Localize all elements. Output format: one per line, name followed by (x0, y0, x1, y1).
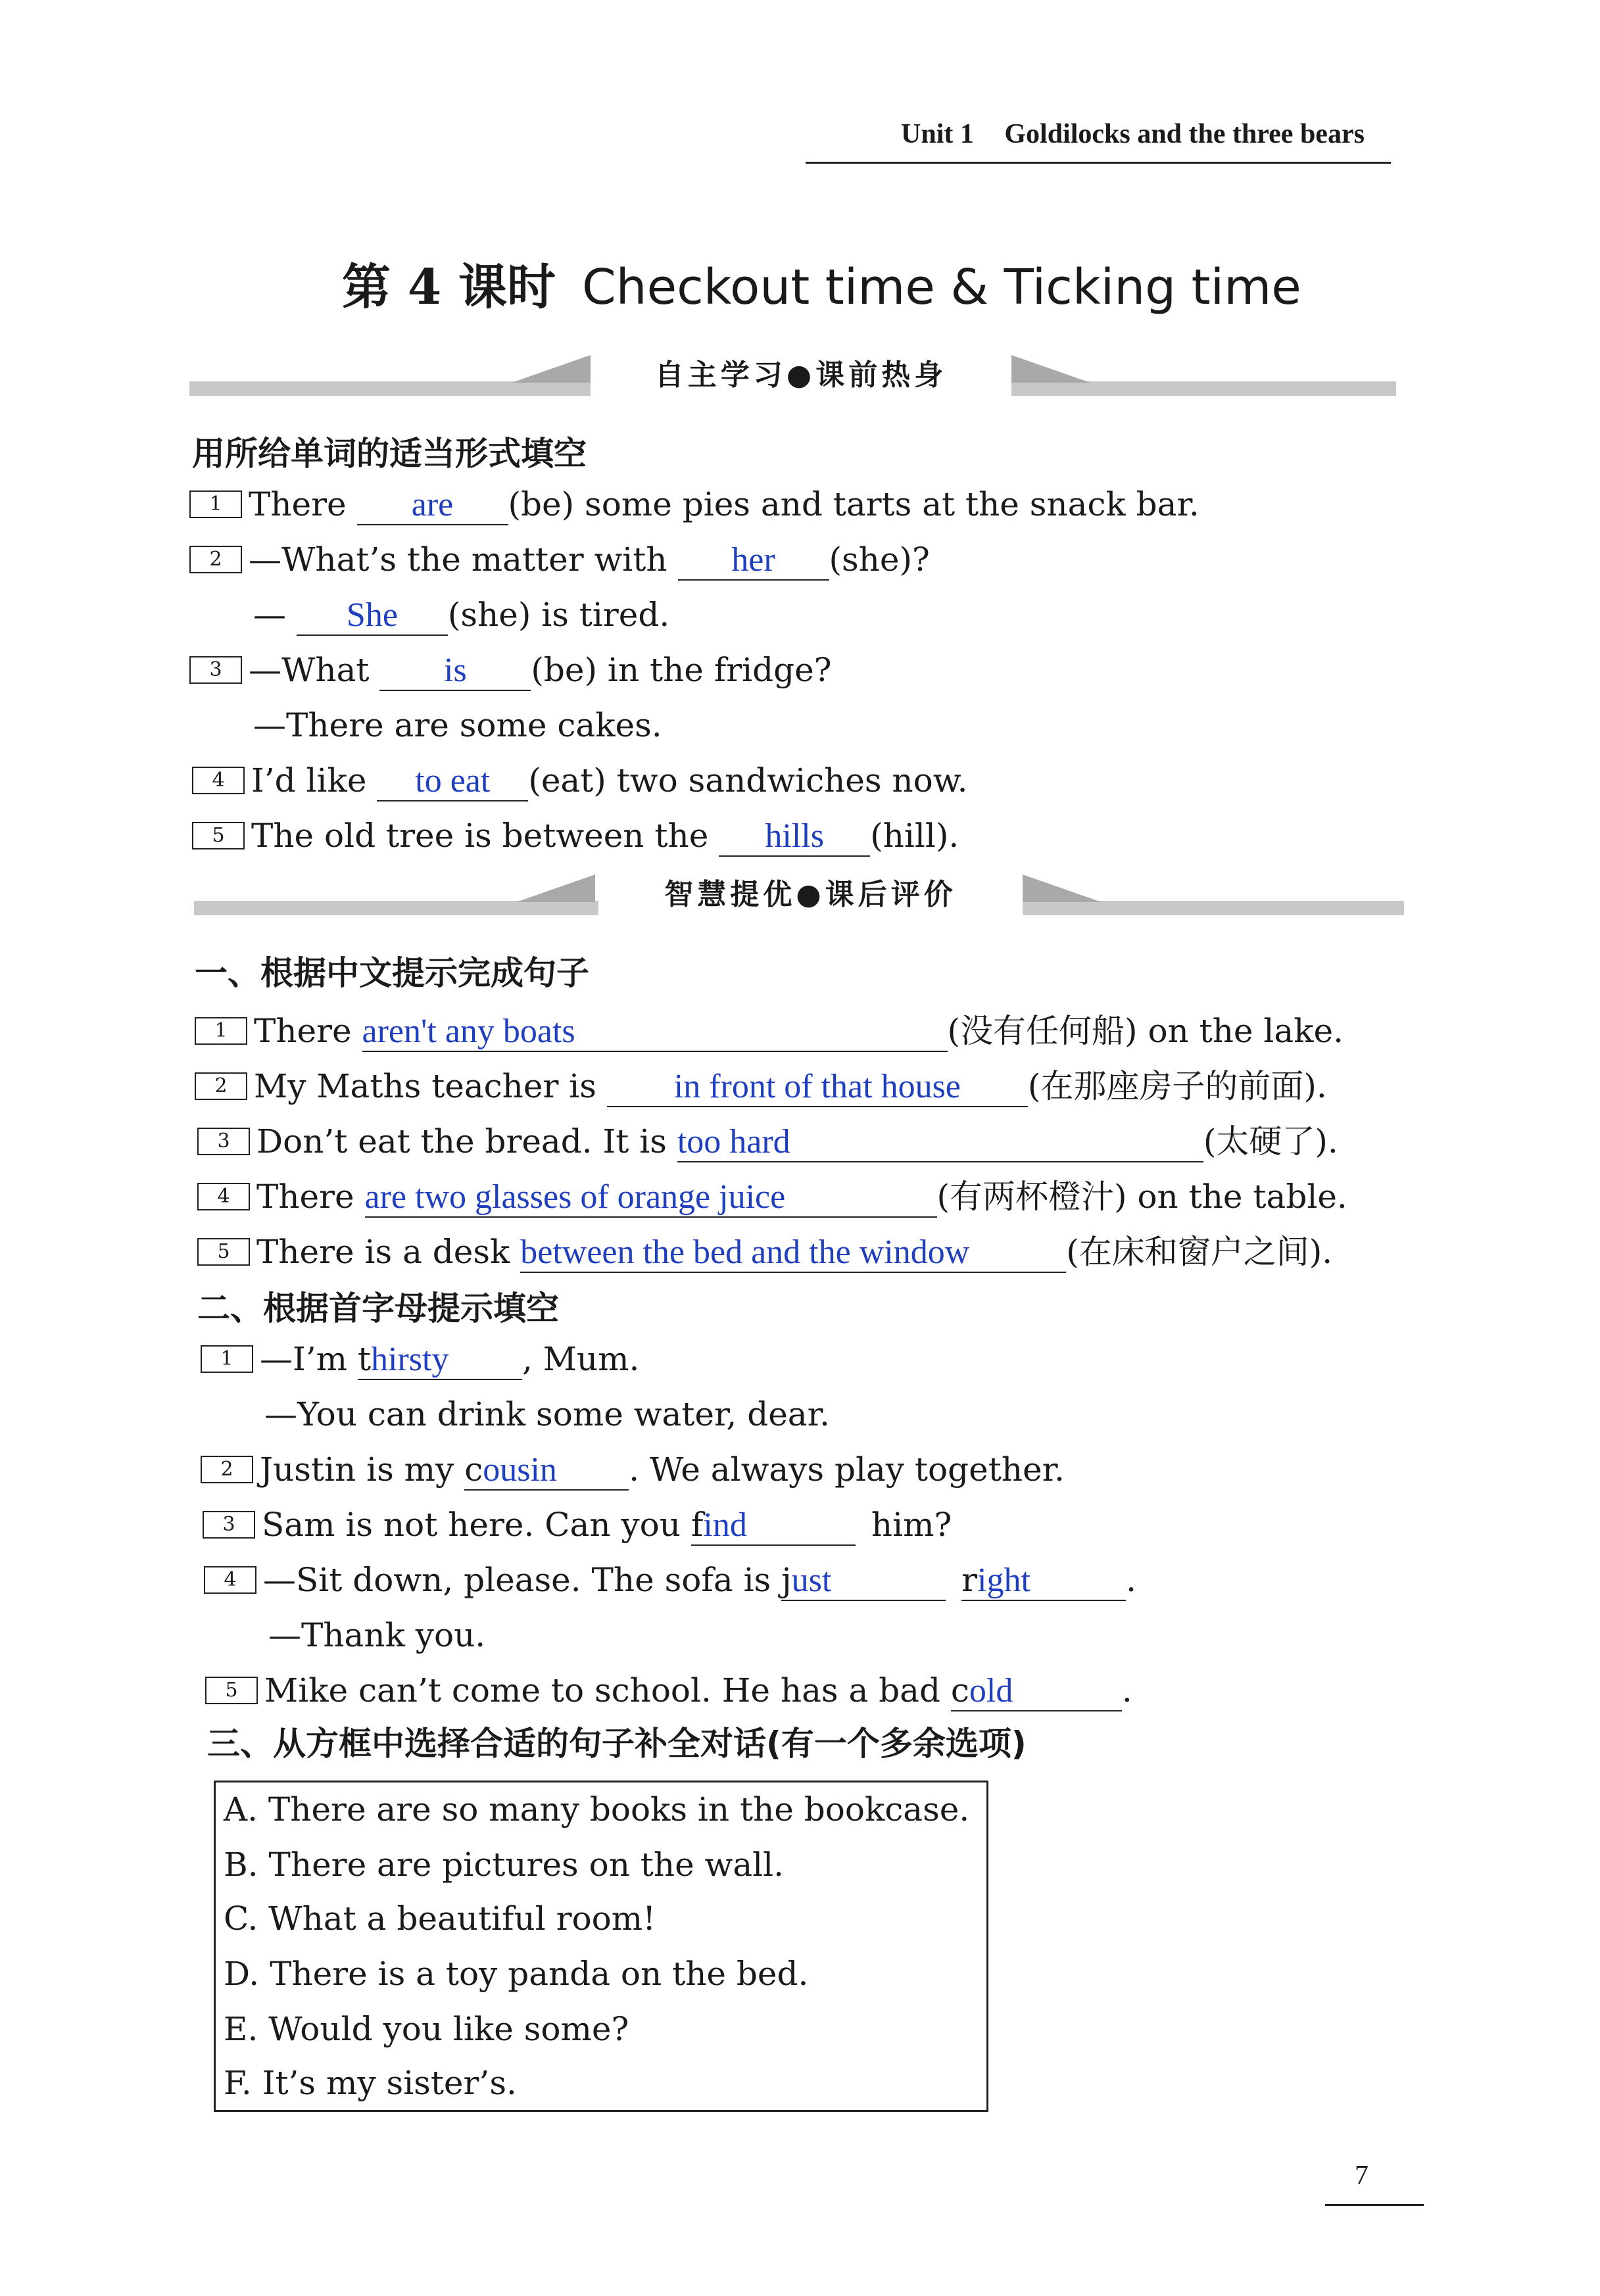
item-text: . (1126, 1561, 1137, 1599)
banner-left-triangle (512, 355, 591, 383)
page-number: 7 (1355, 2161, 1369, 2191)
item-text: —Sit down, please. The sofa is (263, 1561, 782, 1599)
item-text: (在那座房子的前面). (1027, 1067, 1327, 1105)
answer-blank: aren't any boats (362, 1012, 948, 1052)
first-letter-hint: t (357, 1340, 372, 1378)
item-text: —What (249, 651, 380, 689)
answer-blank (464, 1450, 629, 1491)
list-item (195, 1005, 1344, 1052)
item-number: 4 (192, 767, 245, 794)
running-header (901, 118, 1365, 150)
item-number: 3 (197, 1128, 250, 1155)
answer-text: hirsty (371, 1341, 449, 1378)
list-item (195, 1060, 1327, 1107)
header-unit: Unit 1 (901, 119, 974, 149)
item-number: 2 (201, 1456, 253, 1483)
list-item (197, 1226, 1332, 1273)
answer-blank: hills (719, 817, 870, 857)
item-number: 5 (205, 1677, 258, 1704)
answer-blank: her (678, 540, 829, 581)
answer-blank (951, 1671, 1122, 1711)
option-b: B. There are pictures on the wall. (224, 1846, 785, 1884)
item-text: , Mum. (521, 1340, 640, 1378)
banner-after-class (194, 874, 1404, 921)
item-text: There (256, 1178, 365, 1216)
option-e: E. Would you like some? (224, 2010, 629, 2048)
answer-blank (358, 1340, 522, 1380)
answer-blank: between the bed and the window (520, 1233, 1066, 1273)
lesson-title (342, 249, 1301, 318)
item-text: Sam is not here. Can you (262, 1506, 691, 1544)
answer-text: ust (791, 1562, 832, 1599)
item-number: 4 (197, 1183, 250, 1210)
answer-blank: She (297, 596, 448, 636)
item-text: Mike can’t come to school. He has a bad (264, 1671, 951, 1710)
item-text: (有两杯橙汁) on the table. (936, 1178, 1347, 1216)
option-a: A. There are so many books in the bookcase. (224, 1790, 970, 1829)
item-text: The old tree is between the (251, 817, 719, 855)
item-text: (太硬了). (1203, 1122, 1338, 1160)
item-number: 3 (189, 656, 242, 684)
list-item (201, 1340, 639, 1380)
item-number: 1 (195, 1017, 247, 1045)
item-text: There (254, 1012, 362, 1050)
list-item (204, 1561, 1136, 1601)
banner-label: 智慧提优●课后评价 (598, 874, 1023, 915)
answer-text: ind (703, 1506, 747, 1544)
list-item (189, 485, 1200, 525)
item-text: There is a desk (256, 1233, 521, 1271)
item-text: —What’s the matter with (249, 540, 678, 579)
banner-pre-class (189, 355, 1396, 401)
item-text: him? (871, 1506, 952, 1544)
item-text: I’d like (251, 761, 377, 800)
answer-blank: is (379, 651, 531, 691)
answer-blank (961, 1561, 1126, 1601)
answer-blank: in front of that house (607, 1067, 1028, 1107)
list-item (189, 651, 832, 691)
banner-left-triangle (516, 874, 595, 902)
item-number: 5 (197, 1238, 250, 1266)
first-letter-hint: r (961, 1561, 978, 1599)
item-text: —There are some cakes. (253, 706, 662, 744)
first-letter-hint: f (691, 1506, 704, 1544)
option-c: C. What a beautiful room! (224, 1900, 656, 1938)
lesson-title-cn: 第 4 课时 (342, 259, 556, 316)
list-item (192, 817, 959, 857)
answer-blank (781, 1561, 946, 1601)
header-title: Goldilocks and the three bears (1004, 119, 1365, 149)
item-number: 4 (204, 1566, 256, 1594)
item-number: 1 (189, 490, 242, 518)
first-letter-hint: c (464, 1450, 483, 1489)
list-item (264, 1395, 830, 1433)
item-number: 5 (192, 822, 245, 849)
item-text: — (253, 596, 297, 634)
answer-text: ousin (483, 1451, 557, 1489)
banner-right-triangle (1011, 355, 1090, 383)
item-text: —I’m (260, 1340, 358, 1378)
list-item (203, 1506, 952, 1546)
item-text: . We always play together. (629, 1450, 1065, 1489)
list-item (192, 761, 967, 801)
answer-blank: are (357, 485, 508, 525)
first-letter-hint: j (781, 1561, 792, 1599)
item-text: (she) is tired. (447, 596, 670, 634)
banner-label: 自主学习●课前热身 (591, 355, 1011, 396)
section-2-heading: 二、根据首字母提示填空 (197, 1289, 559, 1327)
item-number: 2 (195, 1072, 247, 1100)
item-text: (eat) two sandwiches now. (528, 761, 968, 800)
item-text: (she)? (829, 540, 930, 579)
list-item (253, 596, 669, 636)
header-rule (806, 162, 1391, 164)
answer-blank: too hard (677, 1122, 1203, 1162)
page-number-rule (1325, 2204, 1424, 2206)
answer-blank: are two glasses of orange juice (365, 1178, 937, 1218)
item-text: (没有任何船) on the lake. (947, 1012, 1344, 1050)
item-text: My Maths teacher is (254, 1067, 607, 1105)
answer-text: ight (977, 1562, 1030, 1599)
item-text: There (249, 485, 357, 523)
item-text: (hill). (870, 817, 959, 855)
list-item (197, 1115, 1338, 1162)
answer-text: old (969, 1672, 1013, 1710)
item-text: Don’t eat the bread. It is (256, 1122, 677, 1160)
list-item (189, 540, 930, 581)
item-number: 3 (203, 1511, 255, 1539)
item-text: —You can drink some water, dear. (264, 1395, 830, 1433)
option-f: F. It’s my sister’s. (224, 2064, 517, 2102)
item-text: —Thank you. (268, 1616, 486, 1654)
section-a-heading: 用所给单词的适当形式填空 (192, 435, 587, 473)
lesson-title-en: Checkout time & Ticking time (582, 259, 1301, 316)
section-1-heading: 一、根据中文提示完成句子 (195, 954, 589, 992)
item-number: 1 (201, 1345, 253, 1373)
list-item (197, 1170, 1347, 1218)
banner-right-triangle (1023, 874, 1102, 902)
item-text: (be) in the fridge? (531, 651, 832, 689)
list-item (205, 1671, 1132, 1711)
section-3-heading: 三、从方框中选择合适的句子补全对话(有一个多余选项) (207, 1725, 1027, 1763)
item-text: (在床和窗户之间). (1066, 1233, 1333, 1271)
list-item (201, 1450, 1065, 1491)
option-d: D. There is a toy panda on the bed. (224, 1955, 809, 1993)
list-item (253, 706, 662, 744)
item-number: 2 (189, 546, 242, 573)
options-box (214, 1781, 988, 2112)
answer-blank (691, 1506, 856, 1546)
item-text: . (1121, 1671, 1132, 1710)
answer-blank: to eat (377, 761, 528, 801)
item-text: Justin is my (260, 1450, 465, 1489)
list-item (268, 1616, 485, 1654)
first-letter-hint: c (950, 1671, 969, 1710)
item-text: (be) some pies and tarts at the snack bar. (508, 485, 1200, 523)
